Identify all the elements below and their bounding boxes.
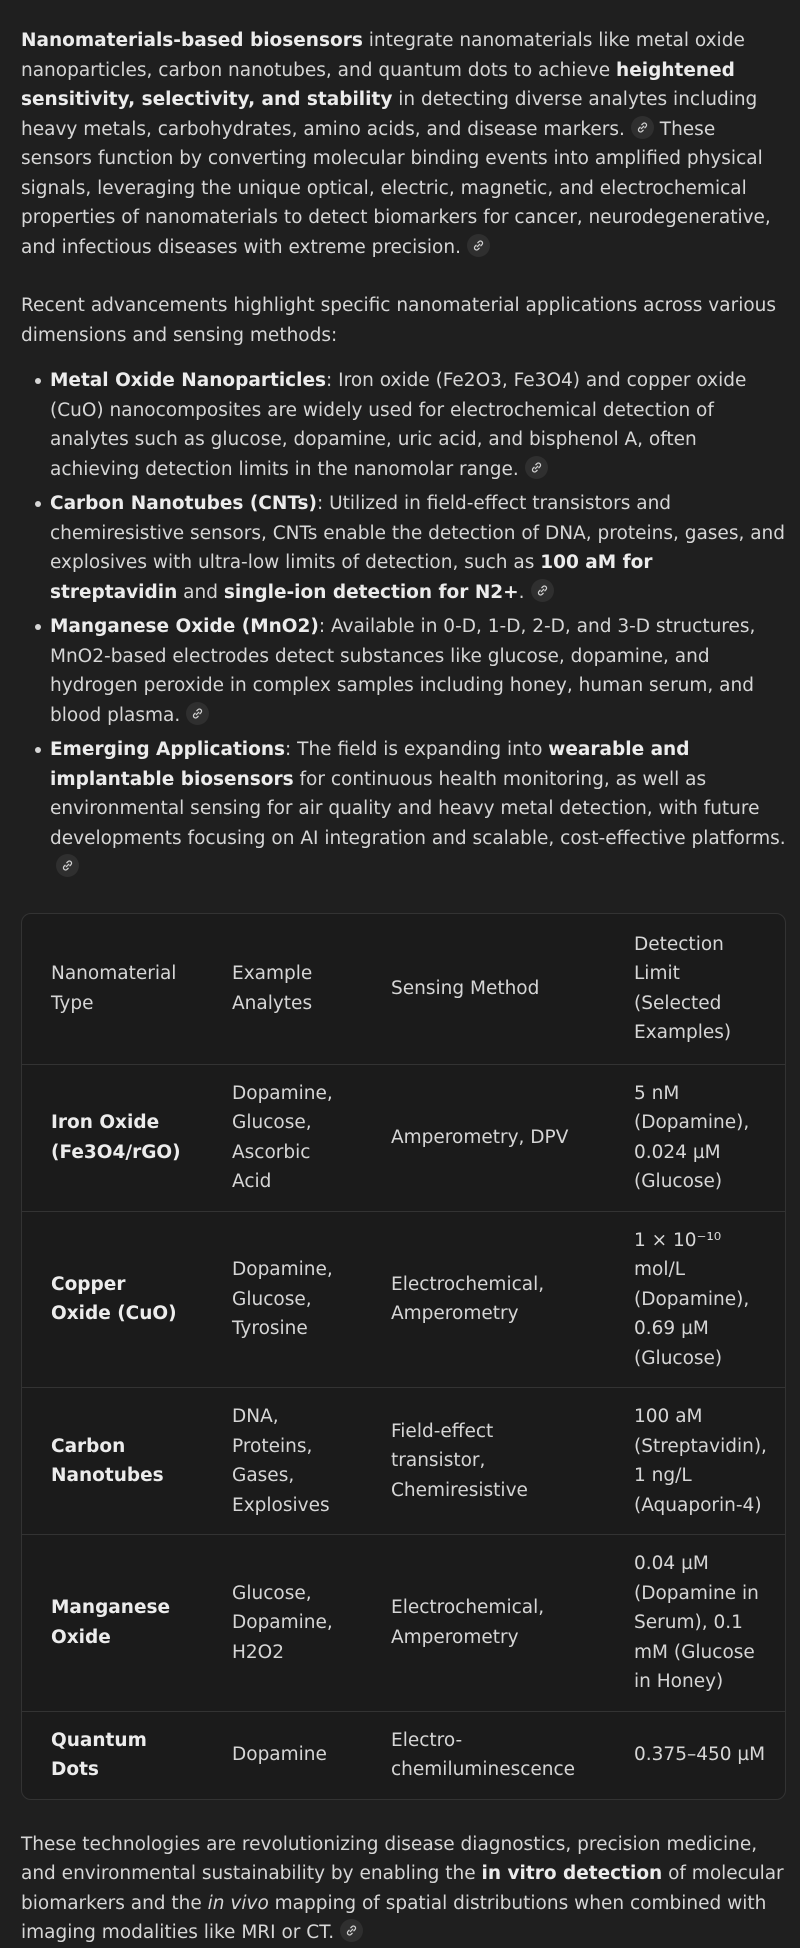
intro-text: in detecting diverse analytes including heavy metals, carbohydrates, amino acids, and disease markers. bbox=[21, 89, 758, 140]
table-row bbox=[22, 1388, 785, 1535]
comparison-table bbox=[21, 913, 786, 1800]
intro-paragraph bbox=[21, 26, 786, 262]
closing-text: of molecular biomarkers and the bbox=[21, 1863, 784, 1914]
list-item-text: : Iron oxide (Fe2O3, Fe3O4) and copper oxide (CuO) nanocomposites are widely used for electrochemical detection of analytes such as glucose, dopamine, uric acid, and bisphenol A, often achieving detection limits in the nanomolar range. bbox=[50, 370, 747, 480]
table-cell: Electrochemical, Amperometry bbox=[362, 1211, 605, 1388]
table-cell: Amperometry, DPV bbox=[362, 1064, 605, 1211]
table-cell: 0.375–450 µM bbox=[605, 1711, 785, 1799]
table-cell: Field-effect transistor, Chemiresistive bbox=[362, 1388, 605, 1535]
table-row bbox=[22, 1064, 785, 1211]
table-cell: Quantum Dots bbox=[22, 1711, 203, 1799]
table-header-row bbox=[22, 914, 785, 1065]
list-item-metal-oxide bbox=[50, 366, 786, 484]
table-cell: 100 aM (Streptavidin), 1 ng/L (Aquaporin-4) bbox=[605, 1388, 785, 1535]
list-item-bold: single-ion detection for N2+ bbox=[223, 581, 519, 603]
column-header: Detection Limit (Selected Examples) bbox=[634, 933, 732, 1043]
table-cell: 1 × 10⁻¹⁰ mol/L (Dopamine), 0.69 µM (Glucose) bbox=[605, 1211, 785, 1388]
citation-link-icon[interactable] bbox=[186, 702, 209, 725]
table-cell: Copper Oxide (CuO) bbox=[22, 1211, 203, 1388]
closing-text: These technologies are revolutionizing disease diagnostics, precision medicine, and environmental sustainability by enabling the bbox=[21, 1833, 758, 1884]
recent-paragraph: Recent advancements highlight specific nanomaterial applications across various dimensions and sensing methods: bbox=[21, 295, 777, 346]
table-cell: Dopamine, Glucose, Tyrosine bbox=[203, 1211, 362, 1388]
citation-link-icon[interactable] bbox=[467, 234, 490, 257]
list-item-text: : The field is expanding into bbox=[285, 739, 549, 760]
list-item-text: . bbox=[518, 581, 525, 603]
citation-link-icon[interactable] bbox=[340, 1919, 363, 1942]
intro-lead-bold: Nanomaterials-based biosensors bbox=[21, 30, 363, 51]
table-cell: 0.04 µM (Dopamine in Serum), 0.1 mM (Glucose in Honey) bbox=[605, 1535, 785, 1712]
citation-link-icon[interactable] bbox=[525, 456, 548, 479]
list-item-title: Metal Oxide Nanoparticles bbox=[50, 370, 327, 391]
list-item-bold: wearable and implantable biosensors bbox=[50, 739, 690, 790]
list-item-carbon-nanotubes bbox=[50, 489, 786, 607]
list-item-title: Carbon Nanotubes (CNTs) bbox=[50, 493, 317, 514]
list-item-text: : Utilized in field-effect transistors and chemiresistive sensors, CNTs enable the detection of DNA, proteins, gases, and explosives with ultra-low limits of detection, such as bbox=[50, 493, 786, 573]
table-cell: Carbon Nanotubes bbox=[22, 1388, 203, 1535]
list-item-text: : Available in 0-D, 1-D, 2-D, and 3-D structures, MnO2-based electrodes detect substances like glucose, dopamine, and hydrogen peroxide in complex samples including honey, human serum, and blood plasma. bbox=[50, 616, 756, 726]
list-item-manganese-oxide bbox=[50, 612, 786, 730]
list-item-title: Manganese Oxide (MnO2) bbox=[50, 616, 319, 637]
table-cell: Electro-chemiluminescence bbox=[362, 1711, 605, 1799]
advancements-list bbox=[21, 366, 786, 883]
column-header: Nanomaterial Type bbox=[51, 963, 177, 1014]
closing-bold: in vitro detection bbox=[481, 1863, 663, 1884]
intro-text: integrate nanomaterials like metal oxide nanoparticles, carbon nanotubes, and quantum dots to achieve bbox=[21, 30, 745, 81]
intro-text: These sensors function by converting molecular binding events into amplified physical signals, leveraging the unique optical, electric, magnetic, and electrochemical properties of nanomaterials to detect biomarkers for cancer, neurodegenerative, and infectious diseases with extreme precision. bbox=[21, 118, 771, 258]
table-cell: 5 nM (Dopamine), 0.024 µM (Glucose) bbox=[605, 1064, 785, 1211]
table-cell: Glucose, Dopamine, H2O2 bbox=[203, 1535, 362, 1712]
table-row bbox=[22, 1211, 785, 1388]
table-cell: Dopamine bbox=[203, 1711, 362, 1799]
closing-italic: in vivo bbox=[207, 1892, 269, 1914]
table-cell: Electrochemical, Amperometry bbox=[362, 1535, 605, 1712]
list-item-text: for continuous health monitoring, as well as environmental sensing for air quality and heavy metal detection, with future developments focusing on AI integration and scalable, cost-effective platforms. bbox=[50, 768, 786, 849]
intro-mid-bold: heightened sensitivity, selectivity, and stability bbox=[21, 59, 735, 110]
list-item-emerging bbox=[50, 735, 786, 883]
table-cell: Manganese Oxide bbox=[22, 1535, 203, 1712]
table-row bbox=[22, 1711, 785, 1799]
list-item-title: Emerging Applications bbox=[50, 739, 286, 760]
table-cell: DNA, Proteins, Gases, Explosives bbox=[203, 1388, 362, 1535]
table-cell: Dopamine, Glucose, Ascorbic Acid bbox=[203, 1064, 362, 1211]
citation-link-icon[interactable] bbox=[631, 116, 654, 139]
citation-link-icon[interactable] bbox=[531, 579, 554, 602]
list-item-bold: 100 aM for streptavidin bbox=[50, 552, 653, 603]
table-cell: Iron Oxide (Fe3O4/rGO) bbox=[22, 1064, 203, 1211]
list-item-text: and bbox=[177, 581, 224, 603]
closing-text: mapping of spatial distributions when combined with imaging modalities like MRI or CT. bbox=[21, 1892, 767, 1943]
column-header: Sensing Method bbox=[391, 977, 540, 999]
table-row bbox=[22, 1535, 785, 1712]
closing-paragraph bbox=[21, 1830, 786, 1948]
column-header: Example Analytes bbox=[232, 963, 313, 1014]
citation-link-icon[interactable] bbox=[56, 854, 79, 877]
